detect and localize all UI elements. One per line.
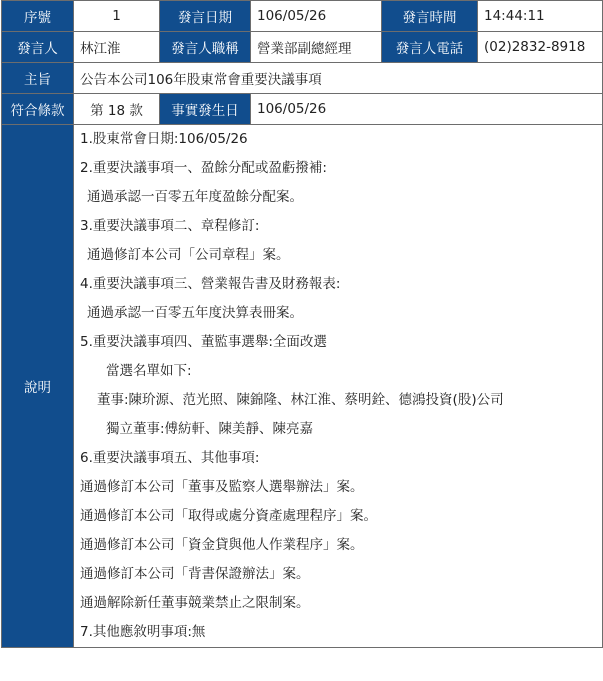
description-line: 通過承認一百零五年度盈餘分配案。 — [87, 189, 303, 205]
time-label: 發言時間 — [382, 1, 478, 32]
header-row-2 — [2, 32, 603, 63]
description-line: 獨立董事:傅紡軒、陳美靜、陳亮嘉 — [106, 421, 314, 437]
phone-value: (02)2832-8918 — [478, 32, 603, 63]
description-line: 通過修訂本公司「董事及監察人選舉辦法」案。 — [80, 479, 364, 495]
speaker-title-label: 發言人職稱 — [160, 32, 251, 63]
description-line: 董事:陳玠源、范光照、陳錦隆、林江淮、蔡明銓、德鴻投資(股)公司 — [97, 392, 504, 408]
seq-label: 序號 — [2, 1, 74, 32]
clause-label: 符合條款 — [2, 94, 74, 125]
description-line: 1.股東常會日期:106/05/26 — [80, 131, 248, 147]
description-line: 通過承認一百零五年度決算表冊案。 — [87, 305, 303, 321]
speaker-label: 發言人 — [2, 32, 74, 63]
speaker-title-value: 營業部副總經理 — [251, 32, 382, 63]
description-line: 3.重要決議事項二、章程修訂: — [80, 218, 260, 234]
description-row — [2, 125, 603, 648]
date-label: 發言日期 — [160, 1, 251, 32]
description-line: 通過修訂本公司「背書保證辦法」案。 — [80, 566, 310, 582]
seq-value: 1 — [74, 1, 160, 32]
phone-label: 發言人電話 — [382, 32, 478, 63]
date-value: 106/05/26 — [251, 1, 382, 32]
description-line: 通過解除新任董事競業禁止之限制案。 — [80, 595, 310, 611]
description-line: 5.重要決議事項四、董監事選舉:全面改選 — [80, 334, 327, 350]
description-line: 6.重要決議事項五、其他事項: — [80, 450, 260, 466]
description-line: 通過修訂本公司「取得或處分資產處理程序」案。 — [80, 508, 377, 524]
description-line: 通過修訂本公司「資金貸與他人作業程序」案。 — [80, 537, 364, 553]
header-row-1 — [2, 1, 603, 32]
clause-value: 第 18 款 — [74, 94, 160, 125]
event-date-label: 事實發生日 — [160, 94, 251, 125]
subject-value: 公告本公司106年股東常會重要決議事項 — [74, 63, 603, 94]
event-date-value: 106/05/26 — [251, 94, 603, 125]
description-line: 2.重要決議事項一、盈餘分配或盈虧撥補: — [80, 160, 327, 176]
description-label: 說明 — [2, 125, 74, 648]
speaker-value: 林江淮 — [74, 32, 160, 63]
description-line: 通過修訂本公司「公司章程」案。 — [87, 247, 290, 263]
announcement-table — [1, 0, 603, 648]
description-body — [74, 125, 603, 648]
description-line: 7.其他應敘明事項:無 — [80, 624, 206, 640]
clause-row — [2, 94, 603, 125]
subject-row — [2, 63, 603, 94]
description-line: 4.重要決議事項三、營業報告書及財務報表: — [80, 276, 341, 292]
time-value: 14:44:11 — [478, 1, 603, 32]
description-line: 當選名單如下: — [106, 363, 192, 379]
subject-label: 主旨 — [2, 63, 74, 94]
